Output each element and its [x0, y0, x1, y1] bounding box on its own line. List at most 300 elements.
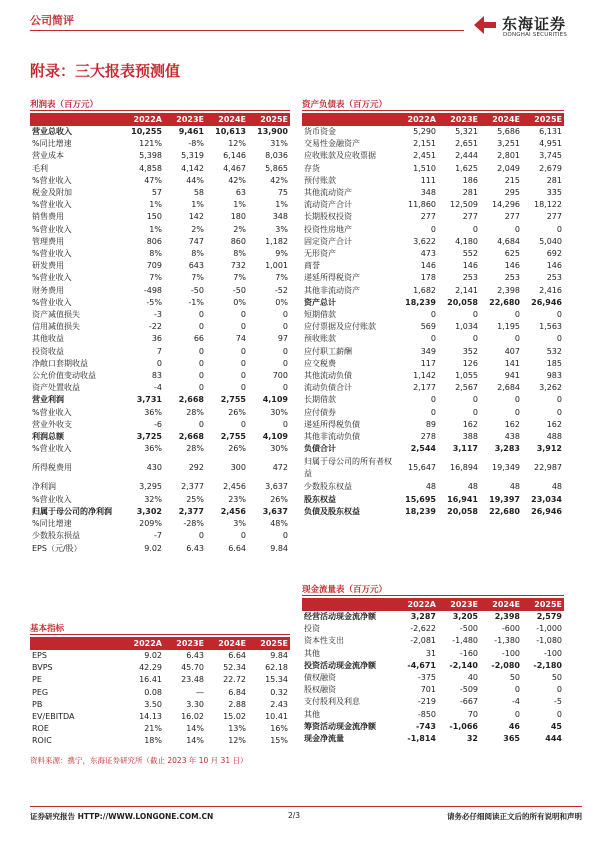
row-label: 净利润 — [32, 482, 56, 492]
row-value: 0 — [556, 685, 562, 695]
row-value: -375 — [417, 673, 436, 683]
row-value: 747 — [188, 236, 204, 246]
table-row — [302, 126, 564, 138]
row-value: 16,894 — [450, 463, 478, 473]
row-label: 递延所得税负债 — [304, 419, 360, 429]
row-label: ROIC — [32, 736, 52, 746]
row-value: 1,182 — [265, 236, 288, 246]
row-value: 430 — [146, 463, 162, 473]
row-value: -2,180 — [533, 660, 562, 670]
row-value: 1,142 — [413, 371, 436, 381]
data-source-note: 资料来源：携宁，东海证券研究所（截止 2023 年 10 月 31 日） — [30, 756, 248, 765]
table-row — [30, 674, 290, 686]
row-value: 0 — [198, 371, 204, 381]
row-value: 0 — [472, 395, 478, 405]
row-value: 89 — [425, 419, 436, 429]
header-row — [302, 598, 564, 611]
row-value: 2,141 — [455, 285, 478, 295]
row-value: 3,745 — [539, 151, 562, 161]
row-value: 0 — [556, 224, 562, 234]
row-value: -3 — [154, 310, 162, 320]
row-value: 2,755 — [220, 432, 246, 442]
row-value: 52.34 — [223, 663, 246, 673]
row-value: 57 — [151, 188, 162, 198]
row-value: 31% — [270, 139, 288, 149]
header-section-label: 公司简评 — [30, 14, 74, 27]
row-value: 9.02 — [144, 543, 162, 553]
row-value: 36% — [144, 444, 162, 454]
row-value: 0 — [556, 407, 562, 417]
table-row — [302, 394, 564, 406]
column-header-year: 2023E — [438, 598, 480, 611]
row-label: EV/EBITDA — [32, 712, 75, 722]
row-value: 36 — [151, 334, 162, 344]
row-value: 62.18 — [265, 663, 288, 673]
row-label: 其他流动资产 — [304, 188, 352, 198]
row-value: 3.50 — [144, 699, 162, 709]
table-row — [302, 297, 564, 309]
row-value: 44% — [186, 175, 204, 185]
row-value: 26% — [270, 494, 288, 504]
row-label: 税金及附加 — [32, 188, 72, 198]
page-title: 附录：三大报表预测值 — [30, 62, 181, 80]
row-value: 16.41 — [139, 675, 162, 685]
row-label: 商誉 — [304, 261, 320, 271]
column-header-year: 2023E — [438, 113, 480, 126]
table-row — [30, 358, 290, 370]
row-value: 6.43 — [186, 651, 204, 660]
row-value: 0 — [282, 531, 288, 541]
row-value: 2,456 — [220, 506, 246, 516]
row-label: 其他流动负债 — [304, 371, 352, 381]
row-value: 6.64 — [228, 651, 246, 660]
row-value: -50 — [232, 285, 246, 295]
row-value: 11,860 — [408, 200, 436, 210]
row-label: 债权融资 — [304, 673, 336, 683]
column-header-label — [302, 113, 396, 126]
row-label: 投资活动现金流净额 — [304, 660, 376, 670]
row-value: 806 — [146, 236, 162, 246]
row-value: 48% — [270, 519, 288, 529]
row-value: -1,000 — [536, 624, 562, 634]
row-value: 2,151 — [413, 139, 436, 149]
row-value: 569 — [420, 322, 436, 332]
row-value: 36% — [144, 407, 162, 417]
row-value: 0 — [240, 346, 246, 356]
row-value: -2,080 — [491, 660, 520, 670]
table-row — [302, 370, 564, 382]
table-row — [30, 455, 290, 481]
row-value: 2,451 — [413, 151, 436, 161]
row-value: 12% — [228, 736, 246, 746]
row-value: 146 — [504, 261, 520, 271]
column-header-label — [30, 637, 122, 650]
table-row — [302, 648, 564, 660]
page-number: 2/3 — [288, 811, 301, 820]
row-value: 1,055 — [455, 371, 478, 381]
row-value: 146 — [420, 261, 436, 271]
row-value: 215 — [504, 175, 520, 185]
row-value: 3,725 — [136, 432, 162, 442]
row-value: 4,467 — [223, 163, 246, 173]
row-value: -5 — [554, 697, 562, 707]
row-value: 8% — [191, 249, 204, 259]
row-label: 其他收益 — [32, 334, 64, 344]
row-value: 21% — [144, 724, 162, 734]
row-value: 472 — [272, 463, 288, 473]
row-value: 180 — [230, 212, 246, 222]
table-row — [302, 455, 564, 481]
row-value: 0 — [514, 685, 520, 695]
row-value: 7% — [149, 273, 162, 283]
row-value: 3,637 — [265, 482, 288, 492]
row-value: 700 — [272, 371, 288, 381]
row-value: 4,142 — [181, 163, 204, 173]
row-value: 14,296 — [492, 200, 520, 210]
row-value: 48 — [509, 482, 520, 492]
row-value: 6.84 — [228, 687, 246, 697]
row-value: 3,117 — [452, 444, 478, 454]
table-row — [30, 175, 290, 187]
footer-disclaimer: 请务必仔细阅读正文后的所有说明和声明 — [447, 812, 582, 821]
row-label: 投资 — [304, 624, 320, 634]
table-row — [30, 394, 290, 406]
row-value: 15,695 — [405, 494, 436, 504]
row-value: 0.32 — [270, 687, 288, 697]
table-row — [30, 187, 290, 199]
column-header-year: 2024E — [206, 637, 248, 650]
row-value: 18% — [144, 736, 162, 746]
table-row — [30, 506, 290, 518]
row-value: 0 — [514, 334, 520, 344]
row-value: 83 — [151, 371, 162, 381]
table-row — [30, 138, 290, 150]
row-value: 3,251 — [497, 139, 520, 149]
cashflow-title-line — [302, 595, 564, 596]
row-value: 9% — [275, 249, 288, 259]
row-label: 应交税费 — [304, 358, 336, 368]
row-value: 407 — [504, 346, 520, 356]
row-value: 5,865 — [265, 163, 288, 173]
row-label: 资产总计 — [304, 297, 336, 307]
row-value: 295 — [504, 188, 520, 198]
row-value: 0 — [240, 322, 246, 332]
row-value: 23,034 — [531, 494, 562, 504]
row-value: 3,283 — [494, 444, 520, 454]
row-value: 75 — [277, 188, 288, 198]
row-label: 毛利 — [32, 163, 48, 173]
row-value: 0 — [282, 322, 288, 332]
row-value: 1% — [149, 224, 162, 234]
row-value: 0 — [430, 224, 436, 234]
row-value: 9.02 — [144, 651, 162, 660]
row-value: 0 — [514, 310, 520, 320]
row-label: 营业利润 — [32, 395, 64, 405]
table-row — [302, 431, 564, 443]
row-value: 10,255 — [131, 127, 162, 136]
row-value: 300 — [230, 463, 246, 473]
row-value: 45.70 — [181, 663, 204, 673]
row-value: 0 — [198, 322, 204, 332]
row-value: -50 — [190, 285, 204, 295]
footer-left: 证券研究报告 HTTP://WWW.LONGONE.COM.CN — [30, 812, 214, 821]
row-value: 643 — [188, 261, 204, 271]
row-value: 3,731 — [136, 395, 162, 405]
column-header-year: 2025E — [522, 598, 564, 611]
row-value: 2,651 — [455, 139, 478, 149]
row-label: 公允价值变动收益 — [32, 371, 96, 381]
company-logo — [472, 12, 592, 42]
row-value: 16.02 — [181, 712, 204, 722]
table-row — [30, 382, 290, 394]
row-value: 19,397 — [489, 494, 520, 504]
table-row — [30, 481, 290, 493]
row-label: 货币资金 — [304, 127, 336, 136]
row-value: 0 — [430, 310, 436, 320]
row-label: 预付账款 — [304, 175, 336, 185]
table-row — [30, 543, 290, 555]
table-row — [30, 309, 290, 321]
row-value: 3% — [275, 224, 288, 234]
row-value: 6,131 — [539, 127, 562, 136]
row-value: — — [196, 687, 204, 697]
row-value: -1,480 — [452, 636, 478, 646]
table-row — [302, 696, 564, 708]
row-label: %营业收入 — [32, 444, 72, 454]
row-value: 4,951 — [539, 139, 562, 149]
row-value: 732 — [230, 261, 246, 271]
income-title: 利润表（百万元） — [30, 100, 99, 110]
row-value: -219 — [417, 697, 436, 707]
row-value: 2,668 — [178, 395, 204, 405]
table-row — [30, 723, 290, 735]
row-label: 固定资产合计 — [304, 236, 352, 246]
row-value: -22 — [148, 322, 162, 332]
row-value: 74 — [235, 334, 246, 344]
row-label: 营业成本 — [32, 151, 64, 161]
row-value: 0 — [282, 310, 288, 320]
row-value: 162 — [504, 419, 520, 429]
row-value: 2% — [191, 224, 204, 234]
row-value: 277 — [420, 212, 436, 222]
row-value: 0 — [240, 531, 246, 541]
row-value: 0 — [556, 334, 562, 344]
row-value: 32 — [466, 734, 478, 744]
column-header-year: 2024E — [480, 113, 522, 126]
row-value: 25% — [186, 494, 204, 504]
row-value: -500 — [459, 624, 478, 634]
column-header-year: 2022A — [122, 113, 164, 126]
row-value: 0 — [430, 334, 436, 344]
row-value: 42% — [228, 175, 246, 185]
table-row — [302, 382, 564, 394]
table-row — [30, 211, 290, 223]
row-value: 1% — [191, 200, 204, 210]
table-row — [302, 709, 564, 721]
row-value: -1,080 — [536, 636, 562, 646]
row-value: 12% — [228, 139, 246, 149]
table-row — [30, 285, 290, 297]
row-value: 3,302 — [136, 506, 162, 516]
balance-sheet-table — [302, 113, 564, 518]
row-label: 支付股利及利息 — [304, 697, 360, 707]
row-value: 5,040 — [539, 236, 562, 246]
row-value: 26,946 — [531, 506, 562, 516]
row-label: 预收账款 — [304, 334, 336, 344]
row-value: 45 — [550, 721, 562, 731]
column-header-year: 2022A — [396, 113, 438, 126]
row-value: -1,066 — [449, 721, 478, 731]
row-label: 少数股东权益 — [304, 482, 352, 492]
table-row — [30, 346, 290, 358]
row-value: 0 — [156, 358, 162, 368]
table-row — [302, 309, 564, 321]
column-header-year: 2022A — [396, 598, 438, 611]
table-row — [302, 260, 564, 272]
row-value: 8% — [149, 249, 162, 259]
row-label: 营业外收支 — [32, 419, 72, 429]
row-label: 递延所得税资产 — [304, 273, 360, 283]
row-value: 388 — [462, 432, 478, 442]
row-value: 142 — [188, 212, 204, 222]
row-value: 0 — [514, 407, 520, 417]
row-value: -5% — [146, 297, 162, 307]
row-value: 253 — [504, 273, 520, 283]
row-value: 50 — [551, 673, 562, 683]
row-value: -4,671 — [407, 660, 436, 670]
row-value: 0 — [282, 346, 288, 356]
row-value: 7% — [275, 273, 288, 283]
row-label: PEG — [32, 687, 49, 697]
row-value: 22,680 — [489, 297, 520, 307]
row-value: 42% — [270, 175, 288, 185]
row-value: 40 — [467, 673, 478, 683]
row-value: 4,109 — [262, 432, 288, 442]
row-value: 58 — [193, 188, 204, 198]
row-value: 13% — [228, 724, 246, 734]
table-row — [302, 623, 564, 635]
row-value: 2.88 — [228, 699, 246, 709]
balance-title: 资产负债表（百万元） — [302, 100, 388, 110]
column-header-year: 2025E — [248, 637, 290, 650]
table-row — [30, 248, 290, 260]
column-header-label — [30, 113, 122, 126]
row-label: 股权融资 — [304, 685, 336, 695]
table-row — [302, 443, 564, 455]
row-value: -498 — [143, 285, 162, 295]
table-row — [302, 272, 564, 284]
row-label: 信用减值损失 — [32, 322, 80, 332]
column-header-label — [302, 598, 396, 611]
row-value: 983 — [546, 371, 562, 381]
row-value: -100 — [501, 648, 520, 658]
row-value: 253 — [546, 273, 562, 283]
table-row — [30, 224, 290, 236]
row-label: 流动负债合计 — [304, 383, 352, 393]
row-label: 经营活动现金流净额 — [304, 612, 376, 621]
row-value: 4,684 — [497, 236, 520, 246]
row-value: 0% — [233, 297, 246, 307]
row-value: 22.72 — [223, 675, 246, 685]
row-value: 7% — [191, 273, 204, 283]
row-value: 0 — [198, 419, 204, 429]
row-value: 335 — [546, 188, 562, 198]
table-row — [30, 431, 290, 443]
table-row — [30, 163, 290, 175]
row-value: 6,146 — [223, 151, 246, 161]
row-value: 2,668 — [178, 432, 204, 442]
row-label: 筹资活动现金流净额 — [304, 721, 376, 731]
row-value: 111 — [420, 175, 436, 185]
row-value: 281 — [546, 175, 562, 185]
row-value: 3,262 — [539, 383, 562, 393]
row-value: 2,398 — [497, 285, 520, 295]
row-label: 短期借款 — [304, 310, 336, 320]
row-value: 48 — [467, 482, 478, 492]
header-row — [30, 113, 290, 126]
row-value: 349 — [420, 346, 436, 356]
table-row — [30, 199, 290, 211]
row-value: -28% — [183, 519, 204, 529]
row-label: %营业收入 — [32, 407, 72, 417]
column-header-year: 2023E — [164, 637, 206, 650]
column-header-year: 2023E — [164, 113, 206, 126]
row-value: 0 — [240, 383, 246, 393]
row-value: 0 — [472, 224, 478, 234]
row-value: 20,058 — [447, 297, 478, 307]
row-label: %营业收入 — [32, 297, 72, 307]
row-value: 277 — [504, 212, 520, 222]
table-row — [302, 285, 564, 297]
row-label: EPS（元/股） — [32, 543, 82, 553]
row-value: 46 — [508, 721, 520, 731]
row-value: 3,637 — [262, 506, 288, 516]
row-value: -7 — [154, 531, 162, 541]
row-value: -4 — [154, 383, 162, 393]
row-value: 0 — [198, 310, 204, 320]
row-value: 26% — [228, 444, 246, 454]
footer-divider — [30, 806, 582, 807]
row-value: 552 — [462, 249, 478, 259]
row-value: 126 — [462, 358, 478, 368]
row-value: 2.43 — [270, 699, 288, 709]
row-value: 2,456 — [223, 482, 246, 492]
row-value: 0 — [472, 310, 478, 320]
row-value: 162 — [546, 419, 562, 429]
row-value: 18,239 — [405, 506, 436, 516]
table-row — [302, 733, 564, 745]
table-row — [30, 735, 290, 747]
row-value: 2,801 — [497, 151, 520, 161]
header-divider — [30, 30, 464, 31]
row-value: 3,205 — [452, 612, 478, 621]
row-label: 财务费用 — [32, 285, 64, 295]
row-value: 141 — [504, 358, 520, 368]
row-value: 0 — [472, 334, 478, 344]
table-row — [302, 481, 564, 493]
row-value: 14% — [186, 736, 204, 746]
row-value: 15% — [270, 736, 288, 746]
row-value: 3,912 — [536, 444, 562, 454]
row-value: 28% — [186, 407, 204, 417]
row-label: 交易性金融资产 — [304, 139, 360, 149]
row-label: %营业收入 — [32, 175, 72, 185]
row-value: 15.02 — [223, 712, 246, 722]
row-value: 30% — [270, 444, 288, 454]
row-label: 归属于母公司的净利润 — [32, 506, 112, 516]
row-value: 3,287 — [410, 612, 436, 621]
logo-mark-icon — [472, 14, 498, 36]
